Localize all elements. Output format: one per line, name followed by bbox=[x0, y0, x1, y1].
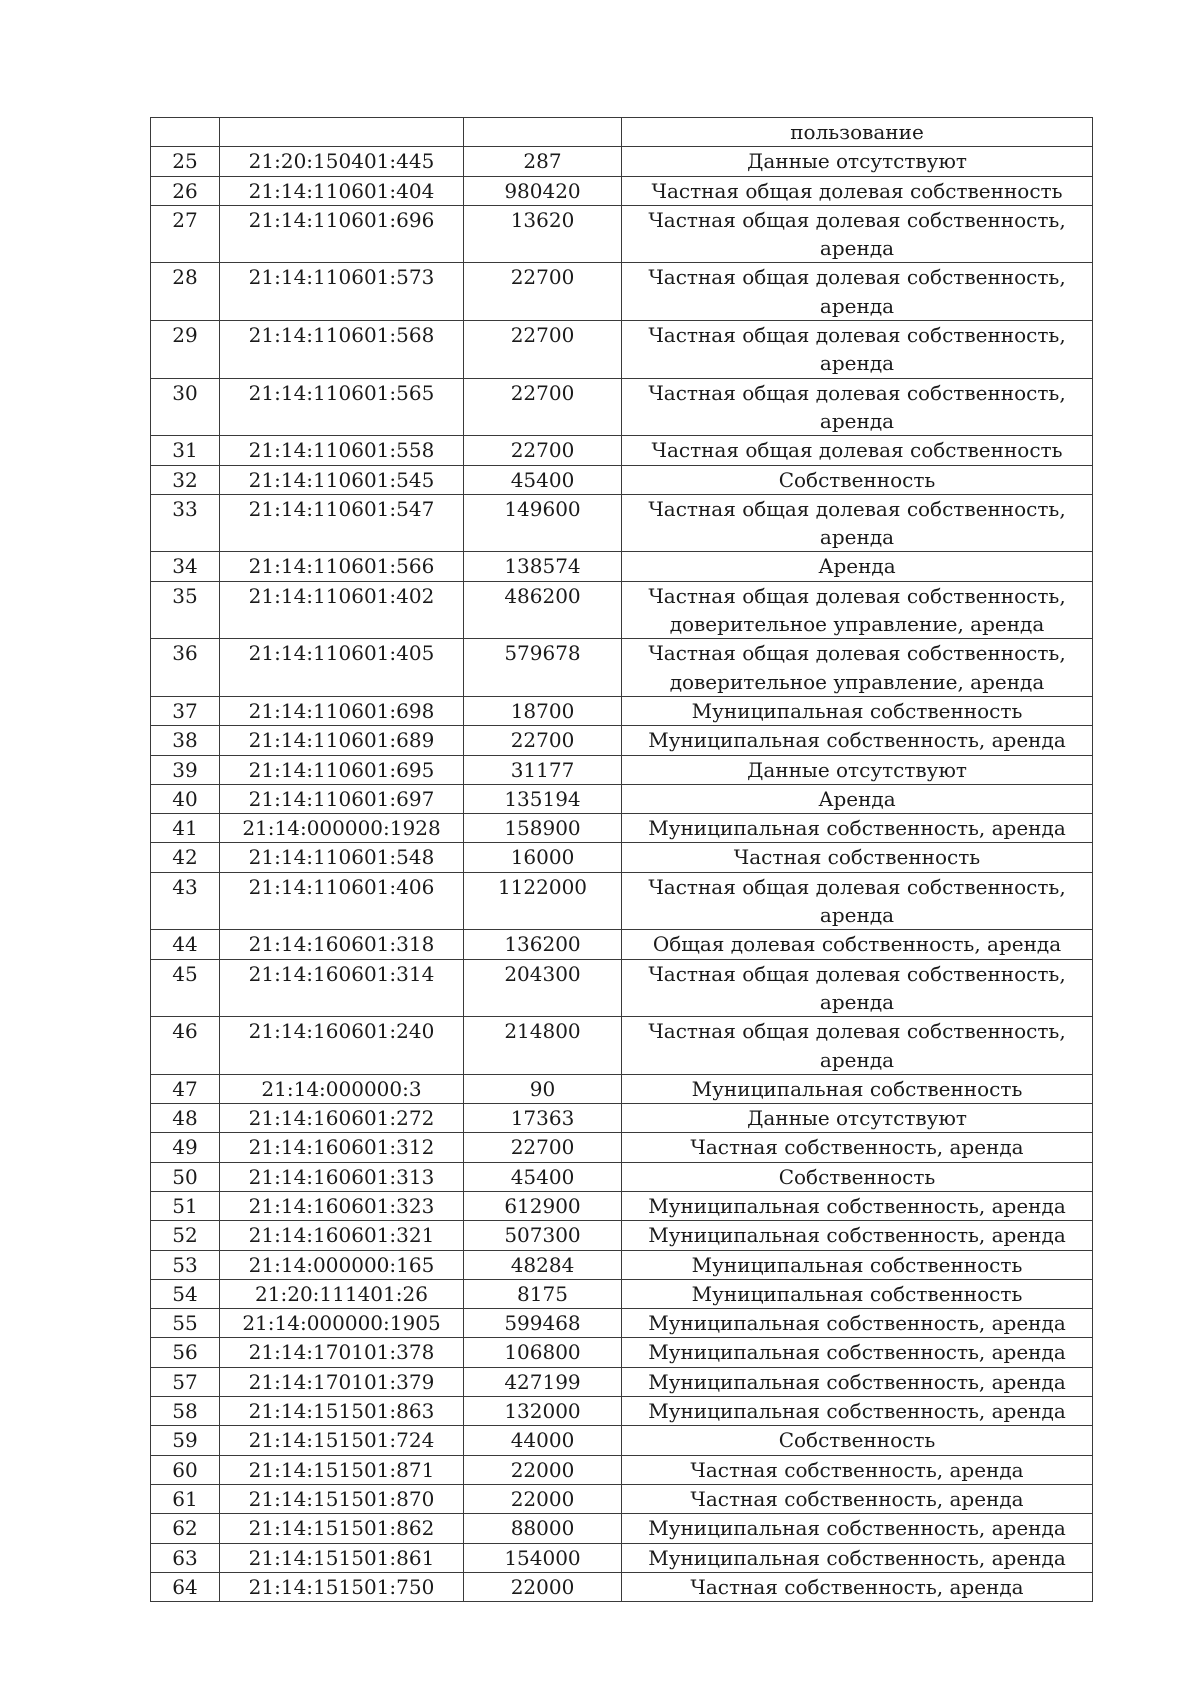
right-type-cell: Собственность bbox=[622, 465, 1093, 494]
table-row bbox=[151, 1338, 1093, 1367]
cadastral-number-cell: 21:14:160601:312 bbox=[220, 1133, 464, 1162]
row-number-cell: 57 bbox=[151, 1367, 220, 1396]
cadastral-number-cell: 21:14:110601:689 bbox=[220, 726, 464, 755]
cadastral-number-cell: 21:14:151501:871 bbox=[220, 1455, 464, 1484]
table-row bbox=[151, 959, 1093, 1017]
area-cell: 486200 bbox=[464, 581, 622, 639]
area-cell: 204300 bbox=[464, 959, 622, 1017]
cadastral-number-cell: 21:14:110601:402 bbox=[220, 581, 464, 639]
table-row bbox=[151, 378, 1093, 436]
right-type-cell: Муниципальная собственность, аренда bbox=[622, 1514, 1093, 1543]
cadastral-number-cell: 21:14:000000:1905 bbox=[220, 1309, 464, 1338]
row-number-cell: 47 bbox=[151, 1074, 220, 1103]
cadastral-number-cell: 21:14:160601:318 bbox=[220, 930, 464, 959]
right-type-cell: Собственность bbox=[622, 1426, 1093, 1455]
area-cell: 22000 bbox=[464, 1484, 622, 1513]
row-number-cell: 54 bbox=[151, 1279, 220, 1308]
right-type-cell: Частная собственность, аренда bbox=[622, 1572, 1093, 1601]
right-type-cell: Муниципальная собственность, аренда bbox=[622, 1367, 1093, 1396]
right-type-cell: Муниципальная собственность, аренда bbox=[622, 1191, 1093, 1220]
cadastral-number-cell: 21:14:000000:165 bbox=[220, 1250, 464, 1279]
cadastral-number-cell: 21:20:150401:445 bbox=[220, 147, 464, 176]
row-number-cell: 34 bbox=[151, 552, 220, 581]
cadastral-number-cell: 21:14:160601:314 bbox=[220, 959, 464, 1017]
area-cell: 45400 bbox=[464, 1162, 622, 1191]
table-row bbox=[151, 205, 1093, 263]
area-cell: 612900 bbox=[464, 1191, 622, 1220]
row-number-cell: 41 bbox=[151, 814, 220, 843]
row-number-cell: 39 bbox=[151, 755, 220, 784]
right-type-cell: Муниципальная собственность, аренда bbox=[622, 1338, 1093, 1367]
cadastral-number-cell: 21:14:160601:323 bbox=[220, 1191, 464, 1220]
row-number-cell: 40 bbox=[151, 784, 220, 813]
cadastral-number-cell: 21:14:151501:724 bbox=[220, 1426, 464, 1455]
table-row bbox=[151, 1455, 1093, 1484]
row-number-cell: 35 bbox=[151, 581, 220, 639]
area-cell: 106800 bbox=[464, 1338, 622, 1367]
table-row bbox=[151, 1074, 1093, 1103]
right-type-cell: Аренда bbox=[622, 552, 1093, 581]
table-row bbox=[151, 1250, 1093, 1279]
area-cell: 599468 bbox=[464, 1309, 622, 1338]
area-cell: 214800 bbox=[464, 1017, 622, 1075]
area-cell: 17363 bbox=[464, 1104, 622, 1133]
row-number-cell: 48 bbox=[151, 1104, 220, 1133]
table-row bbox=[151, 436, 1093, 465]
row-number-cell: 25 bbox=[151, 147, 220, 176]
table-row bbox=[151, 176, 1093, 205]
table-row bbox=[151, 1221, 1093, 1250]
row-number-cell: 37 bbox=[151, 696, 220, 725]
right-type-cell: пользование bbox=[622, 118, 1093, 147]
area-cell: 8175 bbox=[464, 1279, 622, 1308]
table-row bbox=[151, 465, 1093, 494]
cadastral-number-cell: 21:14:110601:404 bbox=[220, 176, 464, 205]
table-row bbox=[151, 1426, 1093, 1455]
table-row bbox=[151, 1543, 1093, 1572]
cadastral-number-cell: 21:14:160601:313 bbox=[220, 1162, 464, 1191]
right-type-cell: Муниципальная собственность bbox=[622, 1074, 1093, 1103]
table-row bbox=[151, 814, 1093, 843]
cadastral-number-cell bbox=[220, 118, 464, 147]
right-type-cell: Муниципальная собственность bbox=[622, 1250, 1093, 1279]
cadastral-number-cell: 21:14:160601:240 bbox=[220, 1017, 464, 1075]
table-row bbox=[151, 784, 1093, 813]
area-cell: 31177 bbox=[464, 755, 622, 784]
table-row bbox=[151, 1279, 1093, 1308]
cadastral-number-cell: 21:14:160601:272 bbox=[220, 1104, 464, 1133]
cadastral-number-cell: 21:14:110601:698 bbox=[220, 696, 464, 725]
table-row bbox=[151, 1572, 1093, 1601]
cadastral-number-cell: 21:14:110601:566 bbox=[220, 552, 464, 581]
table-row bbox=[151, 872, 1093, 930]
table-row bbox=[151, 930, 1093, 959]
table-row bbox=[151, 1191, 1093, 1220]
table-row bbox=[151, 755, 1093, 784]
table-row bbox=[151, 581, 1093, 639]
table-row bbox=[151, 1133, 1093, 1162]
row-number-cell: 43 bbox=[151, 872, 220, 930]
table-row bbox=[151, 1484, 1093, 1513]
right-type-cell: Частная общая долевая собственность, доверительное управление, аренда bbox=[622, 639, 1093, 697]
right-type-cell: Частная общая долевая собственность bbox=[622, 436, 1093, 465]
cadastral-number-cell: 21:14:110601:696 bbox=[220, 205, 464, 263]
right-type-cell: Данные отсутствуют bbox=[622, 1104, 1093, 1133]
cadastral-number-cell: 21:14:170101:379 bbox=[220, 1367, 464, 1396]
cadastral-number-cell: 21:14:110601:406 bbox=[220, 872, 464, 930]
area-cell: 13620 bbox=[464, 205, 622, 263]
table-row bbox=[151, 147, 1093, 176]
row-number-cell: 36 bbox=[151, 639, 220, 697]
area-cell bbox=[464, 118, 622, 147]
right-type-cell: Частная общая долевая собственность, аренда bbox=[622, 378, 1093, 436]
cadastral-number-cell: 21:20:111401:26 bbox=[220, 1279, 464, 1308]
row-number-cell: 42 bbox=[151, 843, 220, 872]
table-row bbox=[151, 1367, 1093, 1396]
right-type-cell: Частная общая долевая собственность, аренда bbox=[622, 263, 1093, 321]
row-number-cell: 29 bbox=[151, 321, 220, 379]
row-number-cell: 62 bbox=[151, 1514, 220, 1543]
right-type-cell: Частная общая долевая собственность bbox=[622, 176, 1093, 205]
table-row bbox=[151, 696, 1093, 725]
cadastral-number-cell: 21:14:000000:3 bbox=[220, 1074, 464, 1103]
cadastral-number-cell: 21:14:110601:697 bbox=[220, 784, 464, 813]
row-number-cell: 45 bbox=[151, 959, 220, 1017]
right-type-cell: Частная собственность bbox=[622, 843, 1093, 872]
right-type-cell: Муниципальная собственность, аренда bbox=[622, 1309, 1093, 1338]
area-cell: 22000 bbox=[464, 1572, 622, 1601]
right-type-cell: Общая долевая собственность, аренда bbox=[622, 930, 1093, 959]
cadastral-number-cell: 21:14:151501:863 bbox=[220, 1397, 464, 1426]
cadastral-number-cell: 21:14:151501:750 bbox=[220, 1572, 464, 1601]
area-cell: 22700 bbox=[464, 378, 622, 436]
cadastral-number-cell: 21:14:110601:405 bbox=[220, 639, 464, 697]
right-type-cell: Муниципальная собственность bbox=[622, 696, 1093, 725]
cadastral-number-cell: 21:14:170101:378 bbox=[220, 1338, 464, 1367]
right-type-cell: Частная общая долевая собственность, доверительное управление, аренда bbox=[622, 581, 1093, 639]
right-type-cell: Частная общая долевая собственность, аренда bbox=[622, 321, 1093, 379]
table-row bbox=[151, 1309, 1093, 1338]
table-row bbox=[151, 263, 1093, 321]
right-type-cell: Муниципальная собственность, аренда bbox=[622, 814, 1093, 843]
area-cell: 579678 bbox=[464, 639, 622, 697]
right-type-cell: Данные отсутствуют bbox=[622, 147, 1093, 176]
table-body bbox=[151, 118, 1093, 1602]
cadastral-number-cell: 21:14:000000:1928 bbox=[220, 814, 464, 843]
row-number-cell: 32 bbox=[151, 465, 220, 494]
row-number-cell: 51 bbox=[151, 1191, 220, 1220]
row-number-cell: 44 bbox=[151, 930, 220, 959]
right-type-cell: Частная общая долевая собственность, аренда bbox=[622, 1017, 1093, 1075]
area-cell: 22000 bbox=[464, 1455, 622, 1484]
cadastral-number-cell: 21:14:110601:547 bbox=[220, 494, 464, 552]
area-cell: 427199 bbox=[464, 1367, 622, 1396]
cadastral-number-cell: 21:14:110601:573 bbox=[220, 263, 464, 321]
area-cell: 48284 bbox=[464, 1250, 622, 1279]
row-number-cell: 63 bbox=[151, 1543, 220, 1572]
area-cell: 18700 bbox=[464, 696, 622, 725]
area-cell: 1122000 bbox=[464, 872, 622, 930]
area-cell: 22700 bbox=[464, 436, 622, 465]
area-cell: 507300 bbox=[464, 1221, 622, 1250]
row-number-cell: 60 bbox=[151, 1455, 220, 1484]
table-row bbox=[151, 1162, 1093, 1191]
area-cell: 154000 bbox=[464, 1543, 622, 1572]
cadastral-number-cell: 21:14:110601:545 bbox=[220, 465, 464, 494]
right-type-cell: Данные отсутствуют bbox=[622, 755, 1093, 784]
row-number-cell: 50 bbox=[151, 1162, 220, 1191]
row-number-cell bbox=[151, 118, 220, 147]
area-cell: 138574 bbox=[464, 552, 622, 581]
land-plots-table bbox=[150, 117, 1093, 1602]
table-row bbox=[151, 321, 1093, 379]
right-type-cell: Муниципальная собственность, аренда bbox=[622, 1543, 1093, 1572]
row-number-cell: 28 bbox=[151, 263, 220, 321]
area-cell: 132000 bbox=[464, 1397, 622, 1426]
row-number-cell: 58 bbox=[151, 1397, 220, 1426]
cadastral-number-cell: 21:14:110601:568 bbox=[220, 321, 464, 379]
right-type-cell: Аренда bbox=[622, 784, 1093, 813]
area-cell: 45400 bbox=[464, 465, 622, 494]
table-row bbox=[151, 843, 1093, 872]
row-number-cell: 53 bbox=[151, 1250, 220, 1279]
right-type-cell: Частная собственность, аренда bbox=[622, 1133, 1093, 1162]
table-row bbox=[151, 1397, 1093, 1426]
row-number-cell: 30 bbox=[151, 378, 220, 436]
area-cell: 16000 bbox=[464, 843, 622, 872]
table-row bbox=[151, 118, 1093, 147]
row-number-cell: 61 bbox=[151, 1484, 220, 1513]
right-type-cell: Частная общая долевая собственность, аренда bbox=[622, 494, 1093, 552]
area-cell: 22700 bbox=[464, 263, 622, 321]
area-cell: 90 bbox=[464, 1074, 622, 1103]
area-cell: 136200 bbox=[464, 930, 622, 959]
table-row bbox=[151, 639, 1093, 697]
right-type-cell: Частная собственность, аренда bbox=[622, 1484, 1093, 1513]
table-row bbox=[151, 552, 1093, 581]
area-cell: 22700 bbox=[464, 726, 622, 755]
area-cell: 22700 bbox=[464, 321, 622, 379]
row-number-cell: 64 bbox=[151, 1572, 220, 1601]
table-row bbox=[151, 726, 1093, 755]
row-number-cell: 38 bbox=[151, 726, 220, 755]
table-row bbox=[151, 1017, 1093, 1075]
right-type-cell: Муниципальная собственность, аренда bbox=[622, 1221, 1093, 1250]
right-type-cell: Муниципальная собственность, аренда bbox=[622, 726, 1093, 755]
cadastral-number-cell: 21:14:151501:861 bbox=[220, 1543, 464, 1572]
right-type-cell: Частная собственность, аренда bbox=[622, 1455, 1093, 1484]
row-number-cell: 27 bbox=[151, 205, 220, 263]
area-cell: 980420 bbox=[464, 176, 622, 205]
area-cell: 135194 bbox=[464, 784, 622, 813]
table-row bbox=[151, 1514, 1093, 1543]
cadastral-number-cell: 21:14:110601:565 bbox=[220, 378, 464, 436]
cadastral-number-cell: 21:14:151501:870 bbox=[220, 1484, 464, 1513]
row-number-cell: 52 bbox=[151, 1221, 220, 1250]
table-row bbox=[151, 494, 1093, 552]
area-cell: 149600 bbox=[464, 494, 622, 552]
table-row bbox=[151, 1104, 1093, 1133]
area-cell: 158900 bbox=[464, 814, 622, 843]
area-cell: 44000 bbox=[464, 1426, 622, 1455]
right-type-cell: Частная общая долевая собственность, аренда bbox=[622, 872, 1093, 930]
cadastral-number-cell: 21:14:160601:321 bbox=[220, 1221, 464, 1250]
row-number-cell: 26 bbox=[151, 176, 220, 205]
cadastral-number-cell: 21:14:110601:548 bbox=[220, 843, 464, 872]
cadastral-number-cell: 21:14:110601:695 bbox=[220, 755, 464, 784]
cadastral-number-cell: 21:14:151501:862 bbox=[220, 1514, 464, 1543]
row-number-cell: 56 bbox=[151, 1338, 220, 1367]
right-type-cell: Собственность bbox=[622, 1162, 1093, 1191]
right-type-cell: Муниципальная собственность bbox=[622, 1279, 1093, 1308]
right-type-cell: Частная общая долевая собственность, аренда bbox=[622, 205, 1093, 263]
row-number-cell: 59 bbox=[151, 1426, 220, 1455]
cadastral-number-cell: 21:14:110601:558 bbox=[220, 436, 464, 465]
row-number-cell: 46 bbox=[151, 1017, 220, 1075]
row-number-cell: 55 bbox=[151, 1309, 220, 1338]
area-cell: 287 bbox=[464, 147, 622, 176]
area-cell: 88000 bbox=[464, 1514, 622, 1543]
right-type-cell: Муниципальная собственность, аренда bbox=[622, 1397, 1093, 1426]
right-type-cell: Частная общая долевая собственность, аренда bbox=[622, 959, 1093, 1017]
row-number-cell: 33 bbox=[151, 494, 220, 552]
row-number-cell: 31 bbox=[151, 436, 220, 465]
row-number-cell: 49 bbox=[151, 1133, 220, 1162]
area-cell: 22700 bbox=[464, 1133, 622, 1162]
